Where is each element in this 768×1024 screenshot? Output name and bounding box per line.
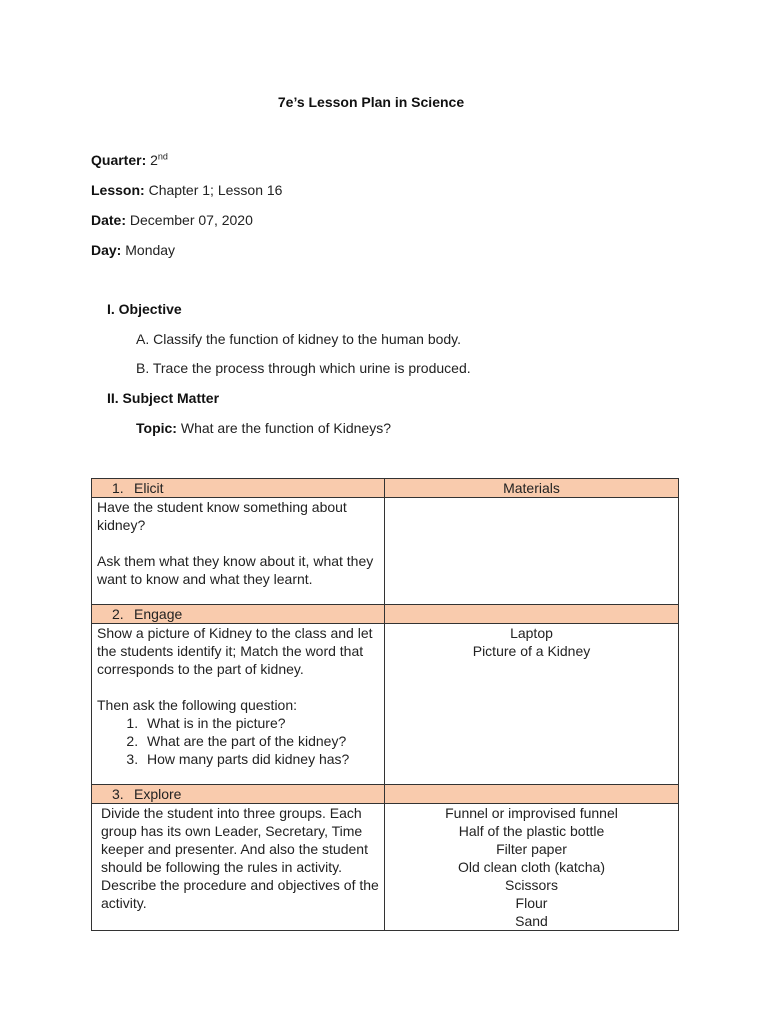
question-item: 3. How many parts did kidney has? <box>142 750 379 768</box>
elicit-content <box>92 498 385 605</box>
objective-item-b: B. Trace the process through which urine is produced. <box>136 360 471 376</box>
elicit-paragraph-1: Have the student know something about kidney? <box>97 499 347 533</box>
material-item: Half of the plastic bottle <box>458 823 605 839</box>
material-item: Scissors <box>505 877 558 893</box>
section-name: Explore <box>134 786 182 802</box>
day-line <box>91 242 175 258</box>
date-value: December 07, 2020 <box>129 212 253 228</box>
section-header-elicit <box>92 479 679 498</box>
topic-line <box>136 420 391 436</box>
lesson-value: Chapter 1; Lesson 16 <box>148 182 283 198</box>
topic-label: Topic: <box>136 420 177 436</box>
material-item: Laptop <box>510 625 553 641</box>
section-header-explore <box>92 785 679 804</box>
engage-materials <box>385 624 679 785</box>
material-item: Flour <box>515 895 548 911</box>
date-line <box>91 212 253 228</box>
subject-matter-heading: II. Subject Matter <box>107 390 220 406</box>
quarter-superscript: nd <box>157 151 168 162</box>
engage-paragraph-2: Then ask the following question: <box>97 697 298 713</box>
elicit-paragraph-2: Ask them what they know about it, what they want to know and what they learnt. <box>97 553 374 587</box>
material-item: Old clean cloth (katcha) <box>457 859 606 875</box>
section-header-engage <box>92 605 679 624</box>
section-name: Elicit <box>134 480 164 496</box>
quarter-value: 2 <box>150 152 158 168</box>
section-number: 2. <box>112 606 124 622</box>
explore-content <box>92 804 385 931</box>
section-number: 3. <box>112 786 124 802</box>
topic-value: What are the function of Kidneys? <box>180 420 391 436</box>
section-number: 1. <box>112 480 124 496</box>
material-item: Sand <box>515 913 548 929</box>
section-name: Engage <box>134 606 183 622</box>
materials-header-empty <box>385 605 679 624</box>
material-item: Picture of a Kidney <box>472 643 591 659</box>
document-title: 7e’s Lesson Plan in Science <box>277 94 465 110</box>
materials-header-empty <box>385 785 679 804</box>
lesson-line <box>91 182 282 198</box>
explore-paragraph: Divide the student into three groups. Each group has its own Leader, Secretary, Time keeper and presenter. And also the student should be following the rules in activity. Describe the procedure and objectives of the activity. <box>101 805 379 911</box>
lesson-plan-table <box>91 478 679 931</box>
objective-heading: I. Objective <box>107 301 182 317</box>
material-item: Funnel or improvised funnel <box>445 805 618 821</box>
day-value: Monday <box>125 242 176 258</box>
quarter-label: Quarter: <box>91 152 147 168</box>
question-item: 2. What are the part of the kidney? <box>142 732 379 750</box>
section-body-engage <box>92 624 679 785</box>
day-label: Day: <box>91 242 122 258</box>
date-label: Date: <box>91 212 127 228</box>
section-body-elicit <box>92 498 679 605</box>
explore-materials <box>385 804 679 931</box>
engage-questions <box>97 714 379 768</box>
section-title-elicit <box>92 479 385 498</box>
engage-paragraph-1: Show a picture of Kidney to the class and let the students identify it; Match the word that corresponds to the part of kidney. <box>97 625 373 677</box>
section-title-engage <box>92 605 385 624</box>
question-item: 1. What is in the picture? <box>142 714 379 732</box>
material-item: Filter paper <box>496 841 567 857</box>
materials-header: Materials <box>385 479 679 498</box>
section-body-explore <box>92 804 679 931</box>
elicit-materials <box>385 498 679 605</box>
engage-content <box>92 624 385 785</box>
objective-item-a: A. Classify the function of kidney to the human body. <box>136 331 462 347</box>
quarter-line <box>91 152 168 168</box>
lesson-label: Lesson: <box>91 182 145 198</box>
section-title-explore <box>92 785 385 804</box>
